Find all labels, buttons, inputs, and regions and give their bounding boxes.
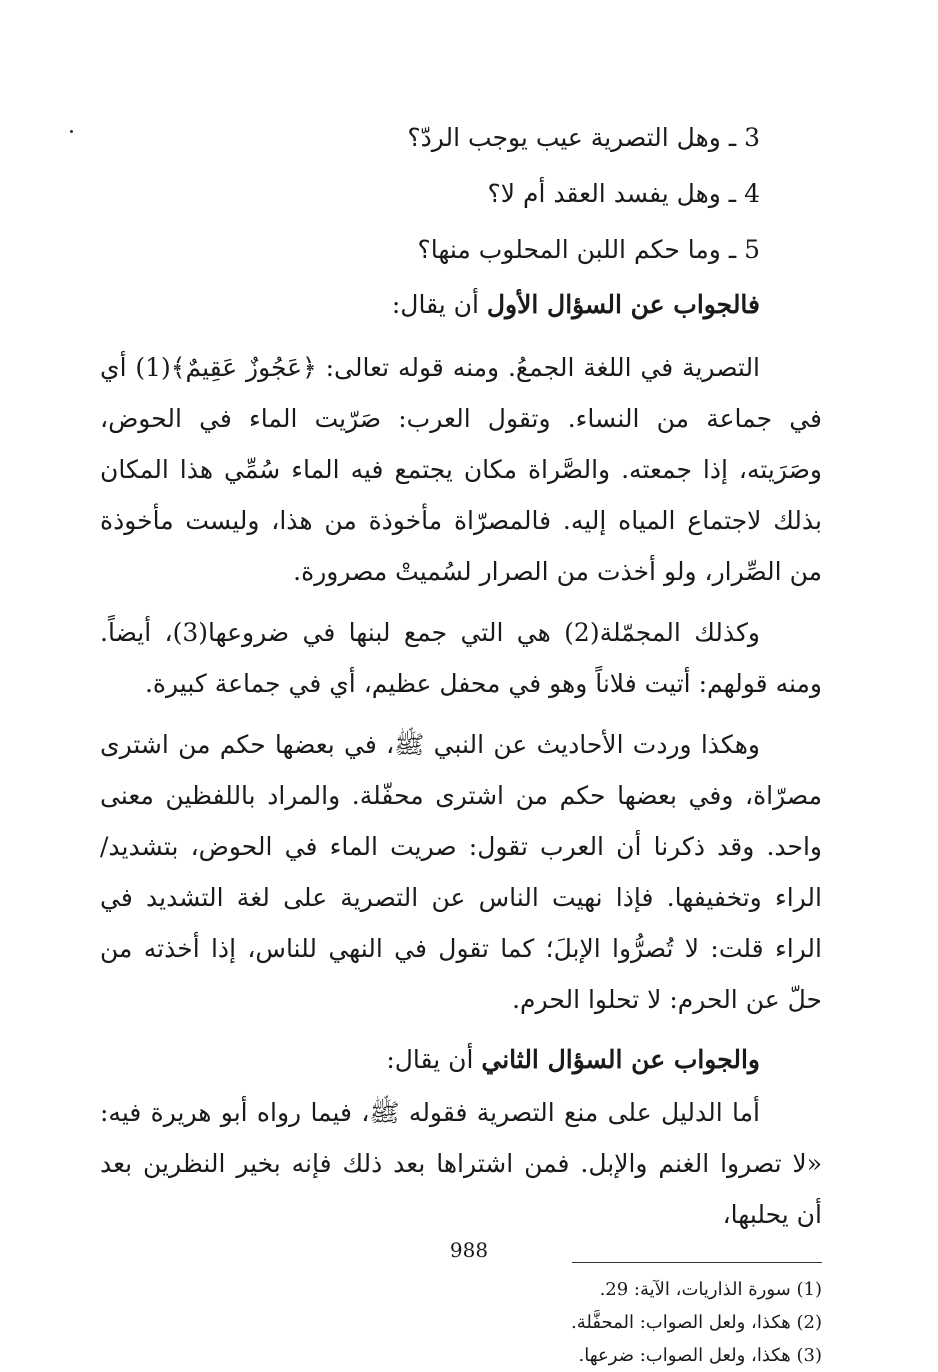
answer1-heading bbox=[100, 278, 822, 332]
footnote-1-text: سورة الذاريات، الآية: 29. bbox=[599, 1279, 791, 1300]
page-body bbox=[100, 110, 822, 1372]
footnote-divider bbox=[572, 1262, 822, 1263]
paragraph-tasriya-definition: التصرية في اللغة الجمعُ. ومنه قوله تعالى: ﴿عَجُوزٌ عَقِيمٌ﴾(1) أي في جماعة من النساء. وتقول العرب: صَرّيت الماء في الحوض، وصَرَيته، إذا جمعته. والصَّراة مكان يجتمع فيه الماء سُمِّي هذا المكان بذلك لاجتماع المياه إليه. فالمصرّاة مأخوذة من هذا، وليست مأخوذة من الصِّرار، ولو أخذت من الصرار لسُميتْ مصرورة. bbox=[100, 353, 822, 586]
answer1-heading-rest: أن يقال: bbox=[391, 290, 487, 319]
paragraph-mujammala: وكذلك المجمّلة(2) هي التي جمع لبنها في ضروعها(3)، أيضاً. ومنه قولهم: أتيت فلاناً وهو في محفل عظيم، أي في جماعة كبيرة. bbox=[100, 618, 822, 698]
answer2-heading-bold: والجواب عن السؤال الثاني bbox=[481, 1045, 760, 1074]
page-number: 988 bbox=[449, 1238, 489, 1262]
footnote-2 bbox=[100, 1306, 822, 1339]
question-5: 5 ـ وما حكم اللبن المحلوب منها؟ bbox=[417, 235, 760, 264]
footnote-2-number: (2) bbox=[796, 1312, 822, 1333]
footnote-3-number: (3) bbox=[796, 1345, 822, 1366]
question-3: 3 ـ وهل التصرية عيب يوجب الردّ؟ bbox=[407, 123, 760, 152]
answer1-heading-bold: فالجواب عن السؤال الأول bbox=[486, 290, 760, 319]
footnote-2-text: هكذا، ولعل الصواب: المحفَّلة. bbox=[571, 1312, 791, 1333]
footnote-1-number: (1) bbox=[796, 1279, 822, 1300]
paragraph-hadiths: وهكذا وردت الأحاديث عن النبي ﷺ، في بعضها حكم من اشترى مصرّاة، وفي بعضها حكم من اشترى محفّلة. والمراد باللفظين معنى واحد. وقد ذكرنا أن العرب تقول: صريت الماء في الحوض، بتشديد/ الراء وتخفيفها. فإذا نهيت الناس عن التصرية على لغة التشديد في الراء قلت: لا تُصرُّوا الإبلَ؛ كما تقول في النهي للناس، إذا أخذته من حلّ عن الحرم: لا تحلوا الحرم. bbox=[100, 730, 822, 1014]
answer2-heading bbox=[100, 1033, 822, 1087]
stray-mark bbox=[70, 130, 73, 133]
footnote-3-text: هكذا، ولعل الصواب: ضرعها. bbox=[578, 1345, 791, 1366]
paragraph-evidence: أما الدليل على منع التصرية فقوله ﷺ، فيما رواه أبو هريرة فيه: «لا تصروا الغنم والإبل. فمن اشتراها بعد ذلك فإنه بخير النظرين بعد أن يحلبها، bbox=[100, 1098, 822, 1229]
footnote-3 bbox=[100, 1339, 822, 1372]
question-4: 4 ـ وهل يفسد العقد أم لا؟ bbox=[487, 179, 760, 208]
footnote-1 bbox=[100, 1273, 822, 1306]
answer2-heading-rest: أن يقال: bbox=[386, 1045, 482, 1074]
